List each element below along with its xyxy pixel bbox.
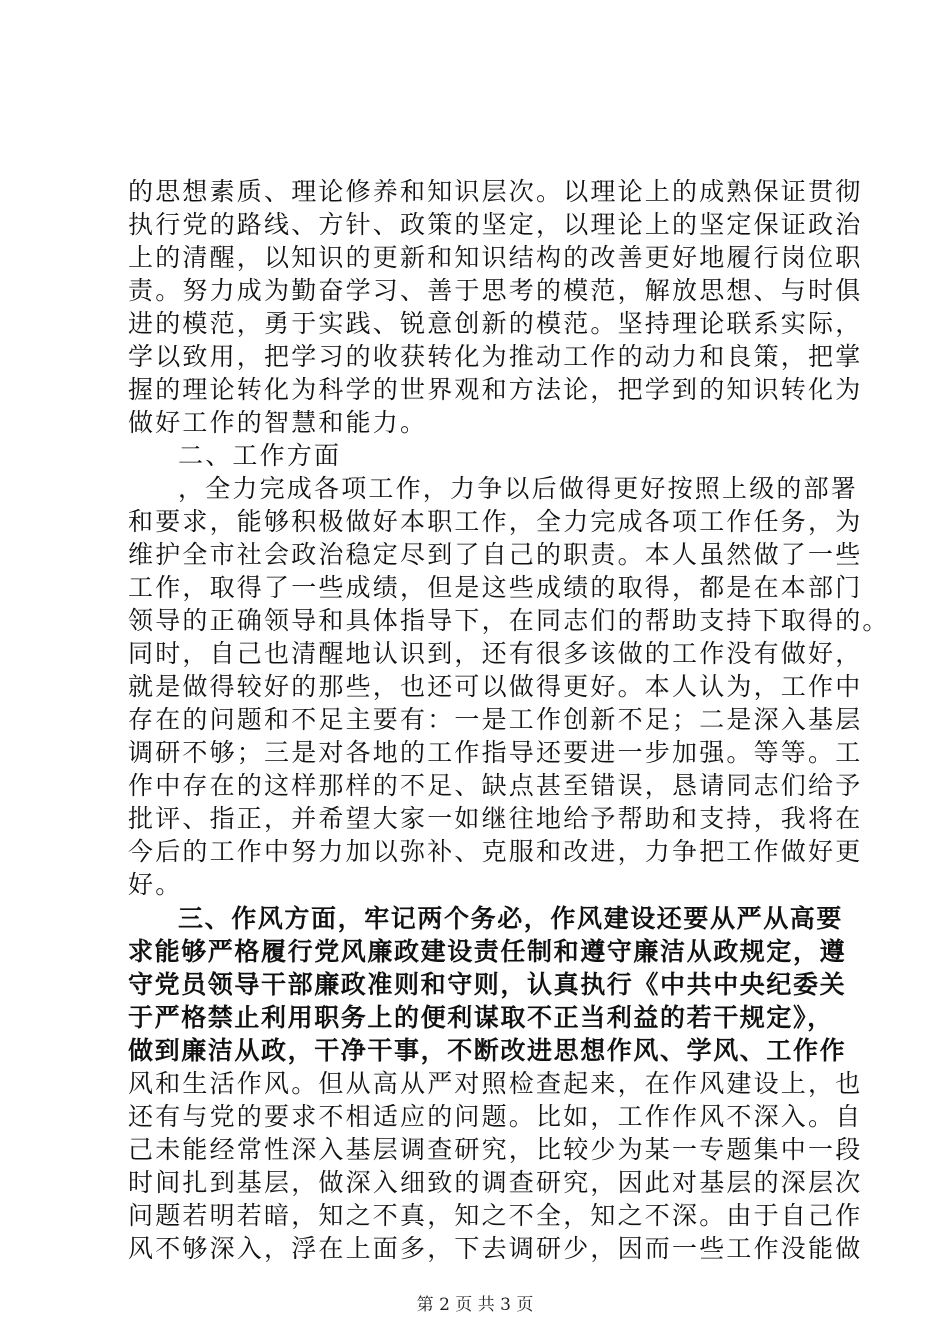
text-line: 和要求，能够积极做好本职工作，全力完成各项工作任务，为 (128, 507, 863, 536)
text-line: 批评、指正，并希望大家一如继往地给予帮助和支持，我将在 (128, 804, 863, 833)
text-line: 学以致用，把学习的收获转化为推动工作的动力和良策，把掌 (128, 342, 863, 371)
text-line: 求能够严格履行党风廉政建设责任制和遵守廉洁从政规定，遵 (128, 937, 847, 966)
text-line: 今后的工作中努力加以弥补、克服和改进，力争把工作做好更 (128, 837, 863, 866)
text-line: 风不够深入，浮在上面多，下去调研少，因而一些工作没能做 (128, 1234, 863, 1263)
text-line: 问题若明若暗，知之不真，知之不全，知之不深。由于自己作 (128, 1201, 863, 1230)
text-line: 上的清醒，以知识的更新和知识结构的改善更好地履行岗位职 (128, 243, 863, 272)
text-line: 工作，取得了一些成绩，但是这些成绩的取得，都是在本部门 (128, 573, 863, 602)
text-line: 调研不够；三是对各地的工作指导还要进一步加强。等等。工 (128, 738, 863, 767)
page-number: 第 2 页 共 3 页 (416, 1295, 534, 1315)
text-line: 握的理论转化为科学的世界观和方法论，把学到的知识转化为 (128, 375, 863, 404)
text-line: 就是做得较好的那些，也还可以做得更好。本人认为，工作中 (128, 672, 863, 701)
text-line: 好。 (128, 870, 183, 899)
text-line: 领导的正确领导和具体指导下，在同志们的帮助支持下取得的。 (128, 606, 890, 635)
text-line: 的思想素质、理论修养和知识层次。以理论上的成熟保证贯彻 (128, 177, 863, 206)
text-line: 还有与党的要求不相适应的问题。比如，工作作风不深入。自 (128, 1102, 863, 1131)
text-line: 己未能经常性深入基层调查研究，比较少为某一专题集中一段 (128, 1135, 863, 1164)
text-line: 同时，自己也清醒地认识到，还有很多该做的工作没有做好， (128, 639, 863, 668)
text-line: 做到廉洁从政，干净干事，不断改进思想作风、学风、工作作 (128, 1036, 847, 1065)
section-heading: 二、工作方面 (178, 441, 342, 470)
text-line: 维护全市社会政治稳定尽到了自己的职责。本人虽然做了一些 (128, 540, 863, 569)
text-line: ，全力完成各项工作，力争以后做得更好按照上级的部署 (178, 474, 859, 503)
text-line: 做好工作的智慧和能力。 (128, 408, 428, 437)
text-line: 时间扎到基层，做深入细致的调查研究，因此对基层的深层次 (128, 1168, 863, 1197)
text-line: 进的模范，勇于实践、锐意创新的模范。坚持理论联系实际， (128, 309, 863, 338)
section-heading: 三、作风方面，牢记两个务必，作风建设还要从严从高要 (178, 904, 844, 933)
text-line: 作中存在的这样那样的不足、缺点甚至错误，恳请同志们给予 (128, 771, 863, 800)
text-line: 存在的问题和不足主要有：一是工作创新不足；二是深入基层 (128, 705, 863, 734)
text-line: 执行党的路线、方针、政策的坚定，以理论上的坚定保证政治 (128, 210, 863, 239)
text-line: 于严格禁止利用职务上的便利谋取不正当利益的若干规定》， (128, 1003, 834, 1032)
text-line: 责。努力成为勤奋学习、善于思考的模范，解放思想、与时俱 (128, 276, 863, 305)
text-line: 守党员领导干部廉政准则和守则，认真执行《中共中央纪委关 (128, 970, 847, 999)
text-line: 风和生活作风。但从高从严对照检查起来，在作风建设上，也 (128, 1069, 863, 1098)
